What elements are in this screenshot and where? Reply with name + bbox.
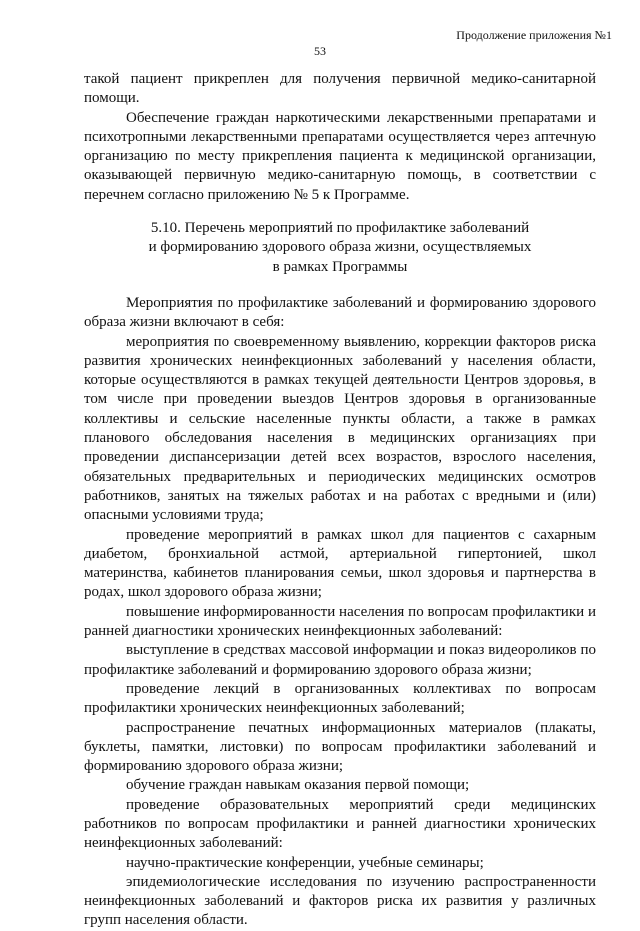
document-body [84, 70, 596, 931]
paragraph-lectures: проведение лекций в организованных коллективах по вопросам профилактики хронических неинфекционных заболеваний; [84, 680, 596, 717]
paragraph-risk-factors: мероприятия по своевременному выявлению, коррекции факторов риска развития хронических неинфекционных заболеваний у населения области, которые осуществляются в рамках текущей деятельности Центров здоровья, в том числе при проведении выездов Центров здоровья в организованные коллективы и сельские населенные пункты области, а также в рамках планового обследования населения в медицинских организациях при проведении диспансеризации детей всех возрастов, взрослого населения, обязательных предварительных и периодических медицинских осмотров работников, занятых на тяжелых работах и на работах с вредными и (или) опасными условиями труда; [84, 333, 596, 524]
section-title [84, 219, 596, 277]
paragraph-medical-education: проведение образовательных мероприятий среди медицинских работников по вопросам профилактики и ранней диагностики хронических неинфекционных заболеваний: [84, 796, 596, 852]
section-title-line-1: 5.10. Перечень мероприятий по профилактике заболеваний [150, 220, 530, 237]
paragraph-drug-provision: Обеспечение граждан наркотическими лекарственными препаратами и психотропными лекарственными препаратами осуществляется через аптечную организацию по месту прикрепления пациента к медицинской организации, оказывающей первичную медико-санитарную помощь, в соответствии с перечнем согласно приложению № 5 к Программе. [84, 109, 596, 203]
paragraph-printed-materials: распространение печатных информационных материалов (плакаты, буклеты, памятки, листовки) по вопросам профилактики заболеваний и формированию здорового образа жизни; [84, 719, 596, 775]
page-number: 53 [314, 44, 326, 58]
section-title-line-3: в рамках Программы [272, 258, 408, 275]
paragraph-conferences: научно-практические конференции, учебные семинары; [126, 854, 484, 871]
paragraph-intro: Мероприятия по профилактике заболеваний и формированию здорового образа жизни включают в себя: [84, 294, 596, 331]
paragraph-media: выступление в средствах массовой информации и показ видеороликов по профилактике заболеваний и формированию здорового образа жизни; [84, 642, 596, 678]
paragraph-awareness: повышение информированности населения по вопросам профилактики и ранней диагностики хронических неинфекционных заболеваний: [84, 603, 596, 640]
paragraph-first-aid: обучение граждан навыкам оказания первой помощи; [126, 777, 470, 794]
paragraph-continuation: такой пациент прикреплен для получения первичной медико-санитарной помощи. [84, 71, 596, 107]
appendix-continuation-note: Продолжение приложения №1 [456, 28, 612, 42]
paragraph-epidemiology: эпидемиологические исследования по изучению распространенности неинфекционных заболеваний и факторов риска их развития у различных групп населения области. [84, 873, 596, 929]
section-title-line-2: и формированию здорового образа жизни, осуществляемых [148, 239, 532, 256]
paragraph-patient-schools: проведение мероприятий в рамках школ для пациентов с сахарным диабетом, бронхиальной астмой, артериальной гипертонией, школ материнства, кабинетов планирования семьи, школ здоровья и партнерства в родах, школ здорового образа жизни; [84, 526, 596, 601]
